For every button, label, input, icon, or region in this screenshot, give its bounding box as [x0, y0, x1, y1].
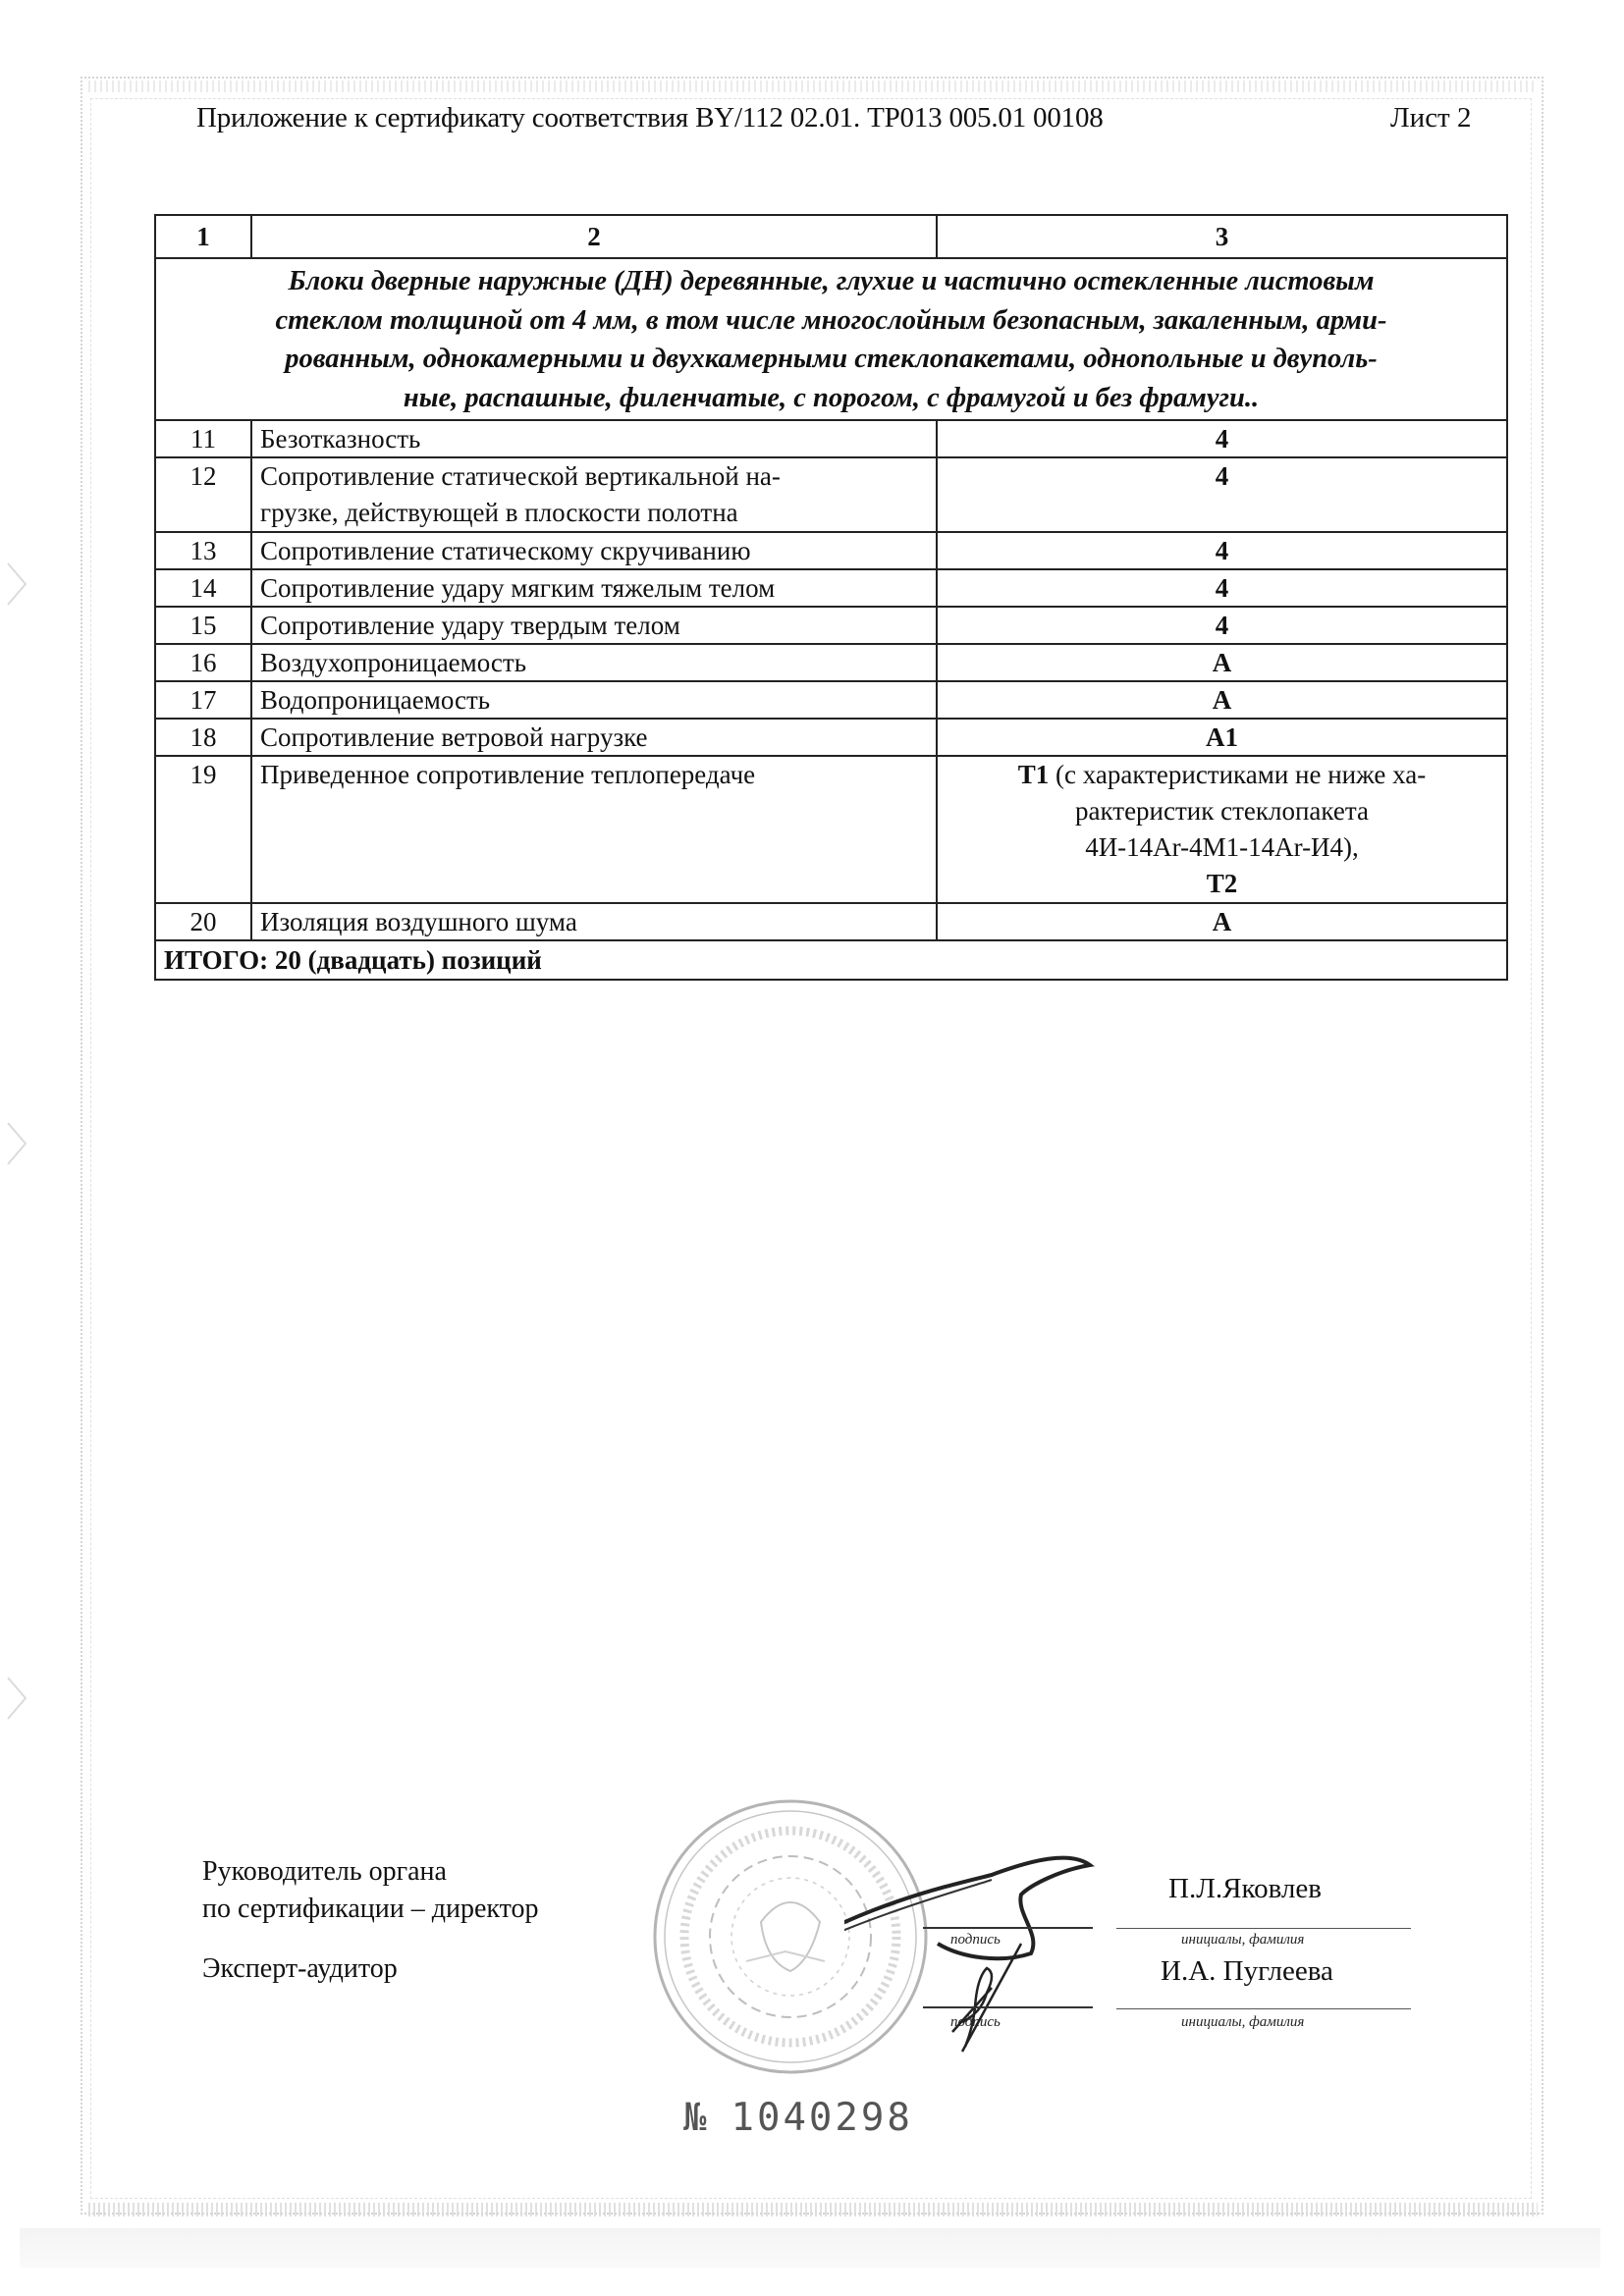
head-name: П.Л.Яковлев [1168, 1873, 1322, 1904]
indicator-value: 4 [937, 532, 1507, 569]
head-of-body-label [202, 1853, 538, 1928]
table-row [155, 457, 1507, 532]
indicator-value: А [937, 903, 1507, 940]
head-name-line [1116, 1928, 1411, 1929]
heat-note-line-1: (с характеристиками не ниже ха- [1049, 760, 1427, 789]
row-number: 11 [155, 420, 251, 457]
heat-note-line-3: 4И-14Ar-4М1-14Ar-И4), [1085, 832, 1359, 862]
indicator-value: 4 [937, 569, 1507, 607]
table-row [155, 532, 1507, 569]
table-row [155, 420, 1507, 457]
expert-name: И.А. Пуглеева [1161, 1955, 1333, 1987]
row-number: 15 [155, 607, 251, 644]
row-number: 19 [155, 756, 251, 903]
group-line-3: рованным, однокамерными и двухкамерными стеклопакетами, однопольные и двуполь- [285, 344, 1378, 374]
total-positions: ИТОГО: 20 (двадцать) позиций [155, 940, 1507, 980]
binding-scallop-icon [6, 1119, 27, 1168]
group-line-2: стеклом толщиной от 4 мм, в том числе многослойным безопасным, закаленным, арми- [275, 304, 1387, 336]
row-number: 17 [155, 681, 251, 719]
table-row [155, 756, 1507, 903]
indicator-value: А [937, 681, 1507, 719]
indicator-value [937, 756, 1507, 903]
indicator-name: Безотказность [251, 420, 937, 457]
frame-ornament-bottom [88, 2203, 1538, 2216]
row-number: 16 [155, 644, 251, 681]
row-number: 20 [155, 903, 251, 940]
document-title: Приложение к сертификату соответствия BY/112 02.01. ТР013 005.01 00108 [196, 102, 1104, 133]
number-sign: № [683, 2096, 710, 2140]
heat-note-line-2: рактеристик стеклопакета [1075, 796, 1369, 826]
indicator-name: Сопротивление ветровой нагрузке [251, 719, 937, 756]
indicator-name: Сопротивление удару мягким тяжелым телом [251, 569, 937, 607]
indicator-value: 4 [937, 457, 1507, 532]
blank-serial-number [683, 2096, 913, 2140]
indicator-name [251, 457, 937, 532]
indicator-value: А [937, 644, 1507, 681]
row-number: 14 [155, 569, 251, 607]
indicator-name: Приведенное сопротивление теплопередаче [251, 756, 937, 903]
indicator-name: Изоляция воздушного шума [251, 903, 937, 940]
expert-name-line [1116, 2008, 1411, 2009]
table-row [155, 903, 1507, 940]
binding-scallop-icon [6, 560, 27, 609]
column-header-2: 2 [251, 215, 937, 258]
total-row [155, 940, 1507, 980]
column-header-1: 1 [155, 215, 251, 258]
serial-value: 1040298 [731, 2096, 913, 2140]
expert-auditor-label: Эксперт-аудитор [202, 1953, 398, 1984]
product-group-row [155, 258, 1507, 420]
head-name-caption: инициалы, фамилия [1181, 1932, 1305, 1948]
row-number: 12 [155, 457, 251, 532]
column-header-3: 3 [937, 215, 1507, 258]
table-row [155, 569, 1507, 607]
indicator-value: А1 [937, 719, 1507, 756]
indicator-name-line-2: грузке, действующей в плоскости полотна [260, 498, 738, 527]
certificate-appendix-table [154, 214, 1508, 981]
heat-class-t2: Т2 [1206, 869, 1238, 898]
group-line-4: ные, распашные, филенчатые, с порогом, с фрамугой и без фрамуги.. [403, 382, 1260, 413]
indicator-value: 4 [937, 420, 1507, 457]
product-group-description [155, 258, 1507, 420]
group-line-1: Блоки дверные наружные (ДН) деревянные, глухие и частично остекленные листовым [288, 266, 1375, 296]
head-label-line-2: по сертификации – директор [202, 1894, 539, 1924]
head-signature-caption: подпись [950, 1932, 1001, 1948]
expert-name-caption: инициалы, фамилия [1181, 2014, 1305, 2030]
indicator-name: Воздухопроницаемость [251, 644, 937, 681]
row-number: 13 [155, 532, 251, 569]
expert-signature-line [923, 2006, 1093, 2008]
sheet-number: Лист 2 [1390, 102, 1472, 133]
indicator-name: Водопроницаемость [251, 681, 937, 719]
head-signature-line [923, 1927, 1093, 1929]
table-row [155, 644, 1507, 681]
indicator-name: Сопротивление статическому скручиванию [251, 532, 937, 569]
expert-signature-caption: подпись [950, 2014, 1001, 2030]
heat-class-t1: Т1 [1017, 760, 1050, 789]
row-number: 18 [155, 719, 251, 756]
indicator-value: 4 [937, 607, 1507, 644]
indicator-name: Сопротивление удару твердым телом [251, 607, 937, 644]
table-row [155, 681, 1507, 719]
table-row [155, 719, 1507, 756]
table-row [155, 607, 1507, 644]
scan-edge-shadow [20, 2228, 1600, 2268]
column-number-row [155, 215, 1507, 258]
indicator-name-line-1: Сопротивление статической вертикальной на- [260, 461, 781, 491]
binding-scallop-icon [6, 1674, 27, 1723]
head-label-line-1: Руководитель органа [202, 1856, 447, 1887]
